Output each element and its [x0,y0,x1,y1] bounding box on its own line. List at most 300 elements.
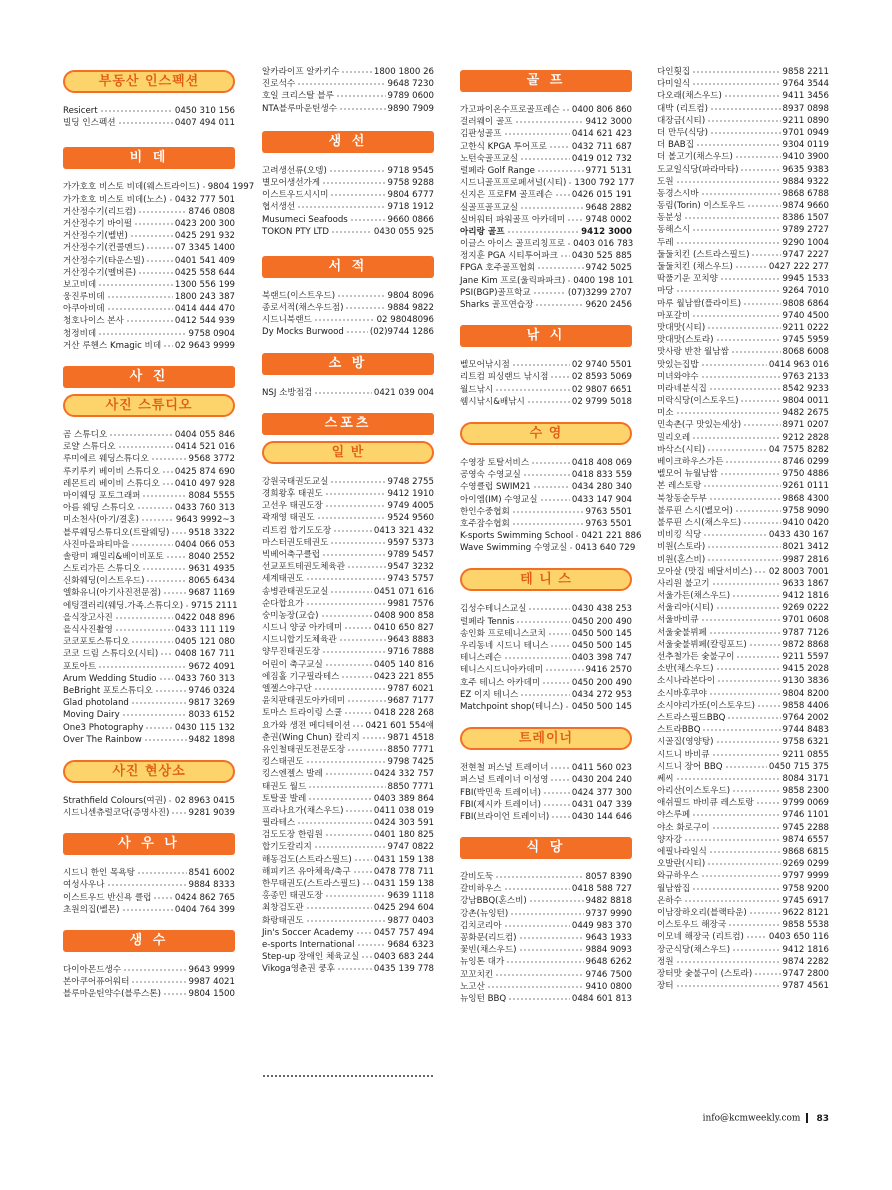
listing-row [262,598,434,610]
listing-row [657,78,829,90]
leader-dots [504,922,570,928]
phone-number: 0430 144 646 [571,811,632,822]
section [460,70,635,311]
leader-dots [515,118,584,124]
business-name: 도원 [657,176,674,187]
listing-row [262,659,434,671]
listing-row [63,624,235,636]
business-name: Jin's Soccer Academy [262,927,354,938]
business-name: 꽁화문(리드컴) [460,933,517,943]
listing-row [657,188,829,200]
business-name: 레몬트리 베이비 스튜디오 [63,478,160,489]
business-name: 비원(스토라) [657,542,706,553]
phone-number: 0478 778 711 [373,866,434,877]
phone-number: 9412 1816 [782,944,829,955]
business-name: 두레 [657,237,674,248]
phone-number: 9748 0002 [585,214,632,225]
business-name: 불루핀 스시(벨모어) [657,505,733,516]
listing-row [657,480,829,492]
leader-dots [732,592,780,598]
phone-number: 9871 4518 [387,732,434,743]
phone-number: 0403 016 783 [573,239,634,250]
business-name: 민속촌(구 맛있는세상) [657,420,742,431]
leader-dots [345,304,385,310]
leader-dots [344,624,372,630]
listing-row [63,575,235,587]
listing-row [460,774,632,786]
listing-row [63,502,235,514]
listing-row [657,249,829,261]
phone-number: 02 8593 5069 [571,372,632,383]
phone-number: 9758 6321 [782,737,829,748]
listing-row [657,870,829,882]
phone-number: 9211 0222 [782,322,829,333]
leader-dots [575,532,579,538]
phone-number: 8971 0207 [782,420,829,431]
listing-row [460,371,632,383]
phone-number: 9261 0111 [782,481,829,492]
section-header: 비 데 [63,147,235,169]
listing-row [657,127,829,139]
business-name: Step-up 장애인 체육교실 [262,952,360,963]
listing-row [657,529,829,541]
listing-row [63,661,235,673]
business-name: 북랜드(이스트우드) [262,290,336,301]
listing-row [657,980,829,992]
phone-number: 9410 3900 [782,152,829,163]
phone-number: 9416 2570 [585,665,632,676]
listing-row [262,768,434,780]
business-name: 쎄씨 [657,773,674,784]
phone-number: 0430 525 885 [571,251,632,262]
listing-row [460,652,632,664]
phone-number: 1300 792 177 [574,178,635,189]
leader-dots [550,776,569,782]
listing-row [63,218,235,230]
phone-number: 9547 3232 [387,562,434,573]
phone-number: 0433 760 313 [174,673,235,684]
leader-dots [337,292,385,298]
leader-dots [676,982,781,988]
business-name: 에팅갤러리(웨딩.가족.스튜디오) [63,600,184,611]
phone-number: 9763 2133 [782,371,829,382]
listing-row [657,919,829,931]
phone-number: 0450 200 490 [571,616,632,627]
business-name: 호일 크리스탈 블루 [262,91,334,102]
business-name: 청호나이스 본사 [63,316,124,327]
listing-row [262,671,434,683]
business-name: 검도도장 한림원 [262,830,323,841]
phone-number: 0430 438 253 [571,604,632,615]
page-number: 83 [816,1113,829,1124]
listing-row [460,981,632,993]
business-name: 야소 화로구이 [657,822,710,833]
phone-number: 9884 9322 [782,176,829,187]
leader-dots [347,746,385,752]
business-name: 거산정수기(컨콜멘드) [63,243,145,254]
listing-row [63,490,235,502]
business-name: 미라네분식집 [657,383,707,394]
phone-number: 9643 8883 [387,635,434,646]
business-name: 거산정수기(리드컴) [63,206,137,217]
listing-row [657,956,829,968]
business-name: 테니스레슨 [460,653,502,664]
business-name: 더 BAB집 [657,140,695,151]
business-name: 수영클럽 SWIM21 [460,482,531,493]
leader-dots [731,348,781,354]
listing-row [262,512,434,524]
phone-number: 9890 7909 [387,103,434,114]
listing-row [262,683,434,695]
listing-row [657,395,829,407]
phone-number: 0405 140 816 [373,659,434,670]
listing-list [460,871,632,1005]
business-name: 비원(혼스비) [657,554,706,565]
leader-dots [740,397,780,403]
listing-row [657,700,829,712]
listing-row [262,549,434,561]
leader-dots [141,516,174,522]
phone-number: 0411 038 019 [373,805,434,816]
business-name: 아쿠아비데 [63,304,105,315]
listing-row [460,202,632,214]
listing-row [262,561,434,573]
business-name: 이남장하오리(블랙타운) [657,907,747,918]
business-name: 맛사랑 반찬 월남쌈 [657,347,729,358]
business-name: K-sports Swimming School [460,531,574,542]
phone-number: 8746 0808 [188,206,235,217]
leader-dots [542,679,570,685]
business-name: 서울숯불뷔페(칼링포드) [657,639,747,650]
phone-number: 9411 3456 [782,91,829,102]
business-name: 우리동네 시드니 테니스 [460,641,549,651]
phone-number: 0450 310 156 [174,106,235,116]
phone-number: 1800 243 387 [174,292,235,303]
phone-number: 9746 7500 [585,969,632,980]
listing-row [657,968,829,980]
leader-dots [569,544,573,550]
phone-number: 0411 560 023 [571,763,632,774]
column-3 [460,66,642,1005]
phone-number: 9211 0855 [782,749,829,760]
business-name: 보고비데 [63,279,97,290]
business-name: 다이아몬드생수 [63,965,122,975]
business-name: 이스트우드시시미 [262,190,329,201]
business-name: 사리원 불고기 [657,578,710,589]
phone-number: 0431 159 138 [373,879,434,889]
phone-number: 9687 1169 [188,588,235,599]
leader-dots [537,167,584,173]
listing-row [63,315,235,327]
leader-dots [725,458,780,464]
listing-list [63,105,235,129]
section-header: 낚 시 [460,325,632,347]
phone-number: 0403 650 116 [768,932,829,943]
business-name: 월드낚시 [460,384,494,395]
business-name: 월남쌈집 [657,883,691,894]
section-header: 사진 현상소 [63,760,235,783]
listing-row [63,267,235,279]
leader-dots [692,80,780,86]
listing-row [657,359,829,371]
business-name: 에필나라일식 [657,847,707,857]
listing-row [63,988,235,1000]
business-name: 거산 루헨스 Kmagic 비데 [63,340,162,351]
leader-dots [330,539,385,545]
listing-row [262,744,434,756]
listing-row [460,481,632,493]
business-name: 마포갈비 [657,310,691,321]
section-header: 트레이너 [460,727,632,750]
phone-number: 0403 683 244 [373,952,434,963]
phone-number: 04 7575 8282 [768,444,829,455]
phone-number: 9749 4005 [387,501,434,512]
listing-row [460,518,632,530]
business-name: 여성사우나 [63,880,105,891]
leader-dots [171,809,186,815]
listing-row [460,457,632,469]
section [63,70,235,129]
business-name: 마스터권도테권도 [262,537,329,548]
listing-row [657,566,829,578]
phone-number: 9789 2727 [782,225,829,236]
phone-number: (07)3299 2707 [567,287,632,298]
leader-dots [551,813,570,819]
leader-dots [531,459,570,465]
section-header: 생 선 [262,131,434,153]
leader-dots [137,869,187,875]
leader-dots [568,179,572,185]
listing-row [657,66,829,78]
business-name: 호주 테니스 아카데미 [460,677,541,688]
listing-row [657,627,829,639]
business-name: 시드니센츄럴코닥(증명사진) [63,808,170,819]
business-name: 노턴숙골프교실 [460,153,519,164]
business-name: 시드니 한인 목욕탕 [63,868,135,879]
business-name: 화랑태권도 [262,915,304,926]
leader-dots [115,614,173,620]
listing-row [262,302,434,314]
phone-number: 9868 6815 [782,847,829,857]
leader-dots [712,580,781,586]
listing-row [460,506,632,518]
listing-row [262,805,434,817]
listing-row [63,255,235,267]
phone-number: (02)9744 1286 [369,327,434,338]
leader-dots [155,687,187,693]
listing-row [657,115,829,127]
phone-number: 9701 0949 [782,127,829,138]
listing-row [262,500,434,512]
business-name: 송병관태권도교실 [262,586,329,597]
business-name: 리트컴 합기도도장 [262,525,332,536]
business-name: 실골프골프교실 [460,202,519,213]
leader-dots [354,856,372,862]
phone-number: 0450 500 145 [571,628,632,639]
leader-dots [306,904,372,910]
listing-row [657,749,829,761]
business-name: 애쉬필드 바비큐 레스토랑 [657,798,754,809]
listing-row [262,78,434,90]
business-name: 이글스 아이스 골프리칭프로 [460,239,566,250]
leader-dots [146,577,186,583]
listing-list [262,165,434,238]
footer-email: info@kcmweekly.com [702,1113,801,1124]
listing-row [460,359,632,371]
business-name: 시드니골프프로페셔널(시티) [460,178,567,189]
phone-number: 9639 1118 [387,891,434,902]
section [262,353,434,399]
listing-row [460,542,636,554]
listing-row [657,858,829,870]
listing-row [63,879,235,891]
phone-number: 0484 601 813 [571,993,632,1004]
section-header: 식 당 [460,837,632,859]
listing-row [63,807,235,819]
phone-number: 9817 3269 [188,698,235,709]
business-name: 미소천사(아기/결혼) [63,515,140,526]
business-name: 거산정수기 바이펄 [63,218,133,229]
leader-dots [321,612,372,618]
phone-number: 9718 9545 [387,165,434,176]
phone-number: 9804 1500 [188,989,235,1000]
phone-number: 0424 377 300 [571,787,632,798]
business-name: 둘둘치킨 (채스우드) [657,262,733,272]
leader-dots [740,166,780,172]
listing-row [460,811,632,823]
leader-dots [142,492,186,498]
business-name: Sharks 골프연습장 [460,300,534,310]
leader-dots [676,178,781,184]
listing-list [262,476,434,976]
section [262,66,434,115]
leader-dots [362,734,386,740]
listing-row [63,964,235,976]
listing-row [63,795,235,807]
listing-row [657,285,829,297]
business-name: 시골집(영양탕) [657,737,714,748]
leader-dots [724,92,781,98]
leader-dots [560,252,570,258]
leader-dots [202,183,206,189]
phone-number: 8057 8390 [585,872,632,883]
business-name: 선교포트테권도체육관 [262,562,346,573]
leader-dots [504,885,570,891]
business-name: 코코 드림 스튜디오(시티) [63,649,159,660]
business-name: 정지훈 PGA 시티투어파크 [460,251,558,262]
listing-row [460,165,632,177]
business-name: 필라테스 [262,818,296,829]
business-name: Resicert [63,106,98,116]
listing-row [262,586,434,598]
listing-row [262,214,434,226]
section-header: 일 반 [262,441,434,464]
business-name: FBI(제시카 트레이너) [460,799,541,810]
business-name: Glad photoland [63,698,129,709]
phone-number: 9290 1004 [782,237,829,248]
listing-row [262,476,434,488]
business-name: 거산정수기(벨번) [63,231,128,242]
listing-row [657,712,829,724]
phone-number: 9737 9990 [585,908,632,919]
listing-row [657,554,829,566]
phone-number: 0400 198 101 [573,275,634,286]
phone-number: 9633 1867 [782,578,829,589]
leader-dots [751,251,780,257]
phone-number: 9804 6777 [387,190,434,201]
phone-number: 0450 715 375 [768,761,829,772]
listing-row [657,334,829,346]
business-name: 해동검도(스트라스필드) [262,854,352,865]
leader-dots [520,691,570,697]
business-name: 공영숙 수영교실 [460,470,521,481]
section [460,568,632,713]
section [262,441,434,976]
listing-row [63,478,235,490]
business-name: 꼬꼬치킨 [460,969,494,980]
phone-number: 0430 055 925 [373,226,434,237]
business-name: 럴페라 Golf Range [460,165,535,176]
listing-row [657,809,829,821]
leader-dots [746,933,767,939]
phone-number: 0423 200 300 [174,218,235,229]
phone-number: 9684 6323 [387,939,434,950]
listing-row [262,756,434,768]
phone-number: 9648 2882 [585,202,632,213]
listing-row [262,793,434,805]
leader-dots [703,482,780,488]
listing-row [657,602,829,614]
listing-row [262,326,434,338]
business-name: 소시바후쿠야 [657,688,707,699]
business-name: 엘화유니(아기사진전문점) [63,588,162,599]
leader-dots [145,724,172,730]
listing-row [657,590,829,602]
phone-number: 9412 3000 [585,117,632,128]
business-name: 오발란(시티) [657,859,706,870]
listing-row [262,573,434,585]
business-name: 양무진태권도장 [262,647,321,658]
leader-dots [337,965,372,971]
phone-number: 9635 9383 [782,164,829,175]
business-name: 서울바비큐 [657,615,699,626]
phone-number: 0450 500 145 [571,701,632,712]
business-name: 거산정수기(멜버른) [63,267,137,278]
leader-dots [707,446,767,452]
business-name: Matchpoint shop(테니스) [460,701,564,712]
business-name: 가가호호 비스토 비데(웨스트라이드) [63,182,200,193]
listing-row [262,646,434,658]
business-name: 퍼스널 트레이너 이성영 [460,775,549,786]
listing-row [262,902,434,914]
leader-dots [325,831,372,837]
leader-dots [151,455,187,461]
leader-dots [701,616,781,622]
leader-dots [168,797,172,803]
phone-number: 0407 494 011 [174,118,235,129]
phone-number: 9701 0608 [782,615,829,626]
phone-number: 0434 280 340 [571,482,632,493]
business-name: 맛대맛(시티) [657,322,706,333]
listing-row [657,688,829,700]
leader-dots [548,630,570,636]
footer-separator [806,1113,808,1123]
business-name: FPGA 호주골프협회 [460,263,536,274]
leader-dots [160,650,173,656]
leader-dots [676,287,781,293]
listing-row [460,908,632,920]
leader-dots [709,629,781,635]
